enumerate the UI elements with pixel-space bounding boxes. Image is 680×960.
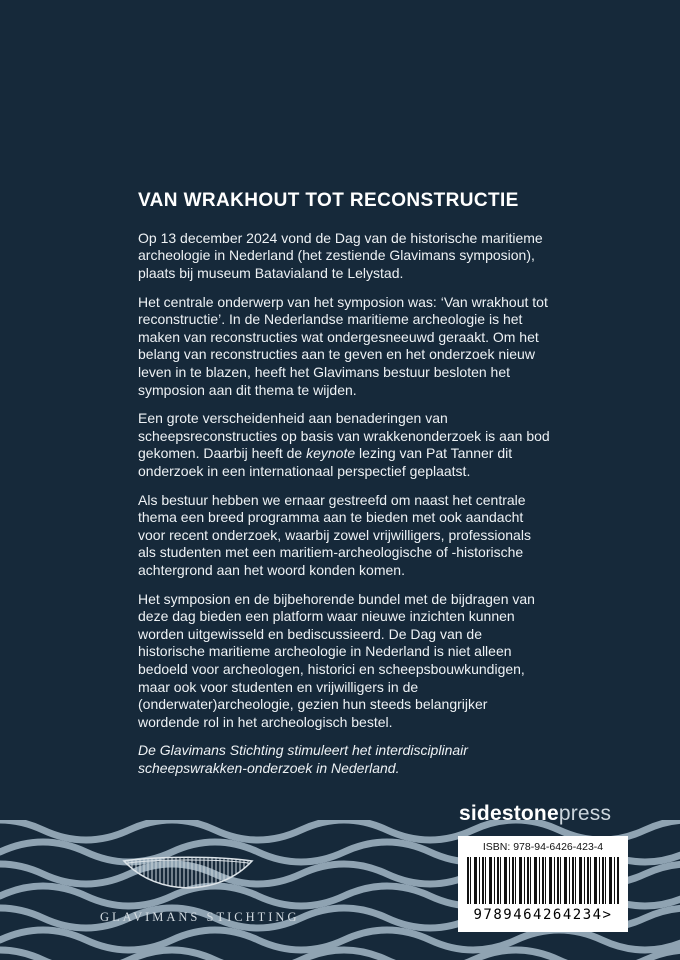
isbn-label: ISBN: 978-94-6426-423-4 — [482, 841, 604, 853]
glavimans-logo — [100, 845, 300, 925]
page-title: VAN WRAKHOUT TOT RECONSTRUCTIE — [138, 190, 519, 211]
publisher-name-bold: sidestone — [459, 802, 559, 825]
isbn-box — [458, 836, 628, 932]
closing-note: De Glavimans Stichting stimuleert het interdisciplinair scheepswrakken-onderzoek in Nederland. — [138, 742, 468, 776]
publisher-wordmark — [459, 802, 611, 826]
paragraph-3-text-after: lezing van Pat Tanner dit onderzoek in een internationaal perspectief geplaatst. — [138, 445, 513, 479]
paragraph-4: Als bestuur hebben we ernaar gestreefd om naast het centrale thema een breed programma aan te bieden met ook aandacht voor recent onderzoek, waarbij zowel vrijwilligers, professionals als studenten met een maritiem-archeologische of -historische achtergrond aan het woord konden komen. — [138, 491, 531, 578]
publisher-name-light: press — [558, 802, 612, 825]
back-cover-text — [138, 190, 550, 788]
barcode-number: 9789464264234> — [473, 906, 613, 923]
paragraph-2: Het centrale onderwerp van het symposion was: ‘Van wrakhout tot reconstructie’. In de Nederlandse maritieme archeologie is het maken van reconstructies wat ondergesneeuwd geraakt. Om het belang van reconstructies aan te geven en het onderzoek nieuw leven in te blazen, heeft het Glavimans bestuur besloten het symposion aan dit thema te wijden. — [138, 293, 548, 398]
boat-icon — [118, 845, 258, 899]
paragraph-5: Het symposion en de bijbehorende bundel met de bijdragen van deze dag bieden een platform waar nieuwe inzichten kunnen worden uitgewisseld en bediscussieerd. De Dag van de historische maritieme archeologie in Nederland is niet alleen bedoeld voor archeologen, historici en scheepsbouwkundigen, maar ook voor studenten en vrijwilligers in de (onderwater)archeologie, gezien hun steeds belangrijker wordende rol in het archeologisch bestel. — [138, 590, 535, 730]
glavimans-label: GLAVIMANS STICHTING — [100, 910, 300, 924]
paragraph-1: Op 13 december 2024 vond de Dag van de historische maritieme archeologie in Nederland (het zestiende Glavimans symposion), plaats bij museum Batavialand te Lelystad. — [138, 229, 543, 282]
keynote-italic-word: keynote — [306, 445, 356, 462]
barcode — [467, 857, 619, 904]
paragraph-3 — [138, 410, 550, 480]
paragraph-3-text: Een grote verscheidenheid aan benaderingen van scheepsreconstructies op basis van wrakkenonderzoek is aan bod gekomen. Daarbij heeft de — [138, 410, 550, 462]
